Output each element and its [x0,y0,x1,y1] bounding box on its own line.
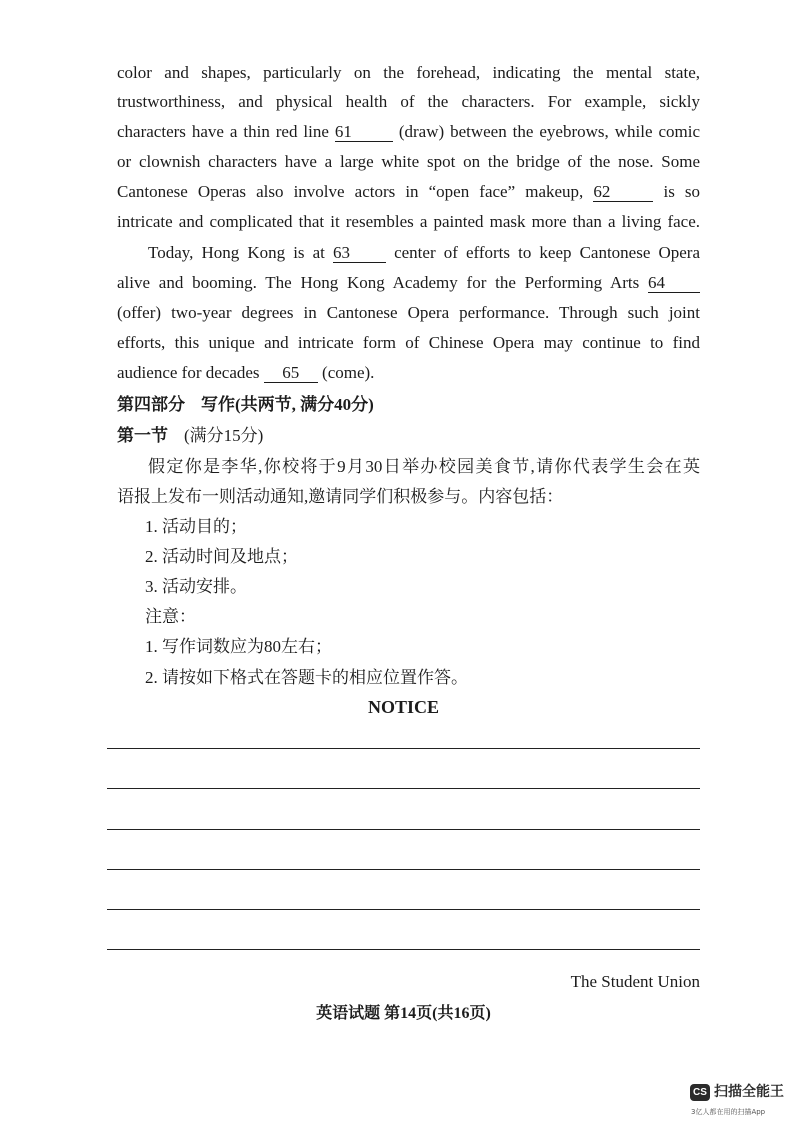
watermark-app-name: 扫描全能王 [714,1084,784,1100]
passage-text: color and shapes, particularly on the forehead, indicating the mental state, [117,63,700,82]
notes-label: 注意： [145,607,196,626]
passage-line [117,332,700,354]
blank-65: 65 [264,364,318,383]
passage-line [148,242,700,264]
page-footer: 英语试题 第14页(共16页) [316,1005,491,1022]
prompt-line [117,486,700,508]
passage-line [117,62,700,84]
part-heading [117,394,700,416]
passage-text: (draw) between the eyebrows, while comic [398,122,700,141]
passage-text: is so [663,182,701,201]
passage-text: characters have a thin red line [117,122,329,141]
prompt-text: 语报上发布一则活动通知,邀请同学们积极参与。内容包括： [117,487,564,506]
passage-text: Cantonese Operas also involve actors in “open face” makeup, [117,182,584,201]
notice-title: NOTICE [367,697,439,717]
passage-line [117,151,700,173]
passage-line [117,211,700,233]
section-score: (满分15分) [184,426,264,445]
passage-text: center of efforts to keep Cantonese Opera [394,243,701,262]
passage-text: efforts, this unique and intricate form of Chinese Opera may continue to find [117,333,700,352]
blank-64: 64 [648,274,700,293]
prompt-line [148,456,700,478]
blank-62: 62 [593,183,653,202]
passage-line [117,362,700,384]
note-item: 2. 请按如下格式在答题卡的相应位置作答。 [145,668,468,687]
content-item: 2. 活动时间及地点； [145,547,298,566]
blank-61: 61 [335,123,393,142]
passage-line [117,272,700,294]
passage-line [117,181,700,203]
section-label: 第一节 [117,426,168,445]
passage-text: (come). [322,363,375,382]
passage-text: (offer) two-year degrees in Cantonese Opera performance. Through such joint [117,303,700,322]
passage-text: or clownish characters have a large white spot on the bridge of the nose. Some [117,152,700,171]
content-item: 3. 活动安排。 [145,577,247,596]
writing-line [107,788,700,789]
writing-line [107,748,700,749]
watermark-tagline: 3亿人都在用的扫描App [691,1108,766,1116]
passage-line [117,91,700,113]
writing-line [107,829,700,830]
note-item: 1. 写作词数应为80左右； [145,637,332,656]
passage-text: intricate and complicated that it resembles a painted mask more than a living face. [117,212,700,231]
writing-line [107,949,700,950]
signature: The Student Union [570,972,700,991]
passage-text: trustworthiness, and physical health of the characters. For example, sickly [117,92,700,111]
camscanner-logo-icon: CS [690,1084,710,1101]
prompt-text: 假定你是李华,你校将于9月30日举办校园美食节,请你代表学生会在英 [148,457,700,476]
passage-line [117,121,700,143]
part-label: 第四部分 [117,395,185,414]
writing-line [107,869,700,870]
content-item: 1. 活动目的； [145,517,247,536]
writing-line [107,909,700,910]
part-title: 写作(共两节, 满分40分) [201,395,374,414]
blank-63: 63 [333,244,386,263]
passage-text: audience for decades [117,363,260,382]
section-heading [117,425,700,447]
passage-text: alive and booming. The Hong Kong Academy for the Performing Arts [117,273,640,292]
passage-line [117,302,700,324]
passage-text: Today, Hong Kong is at [148,243,325,262]
